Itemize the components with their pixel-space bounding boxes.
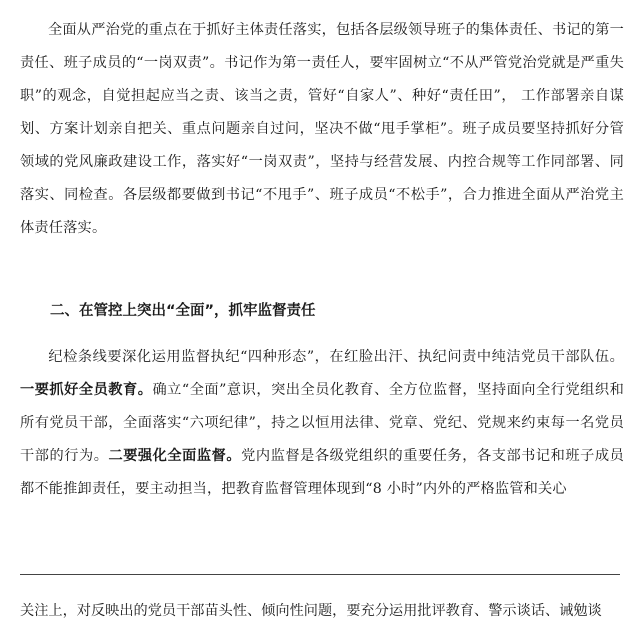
body-paragraph-3: 关注上，对反映出的党员干部苗头性、倾向性问题，要充分运用批评教育、警示谈话、诫勉谈 <box>20 603 602 619</box>
point-2-text: 党内监督是各级党组织的重要任务，各支部书记和班子成员都不能推卸责任，要主动担当，把教育监督管理体现到“8 小时”内外的严格监管和关心 <box>20 448 625 497</box>
paragraph-2-intro: 纪检条线要深化运用监督执纪“四种形态”，在红脸出汗、执纪问责中纯洁党员干部队伍。 <box>48 349 624 365</box>
body-paragraph-1 <box>20 14 624 245</box>
point-1-title: 一要抓好全员教育。 <box>20 382 153 398</box>
point-1-text: 确立“全面”意识，突出全员化教育、全方位监督，坚持面向全行党组织和所有党员干部，全面落实“六项纪律”，持之以恒用法律、党章、党纪、党规来约束每一名党员干部的行为。 <box>20 382 624 464</box>
section-heading-2: 二、在管控上突出“全面”，抓牢监督责任 <box>50 303 316 319</box>
point-2-title: 二要强化全面监督。 <box>108 448 242 464</box>
page-divider <box>20 574 620 575</box>
body-paragraph-2 <box>20 341 624 506</box>
paragraph-1-text: 全面从严治党的重点在于抓好主体责任落实，包括各层级领导班子的集体责任、书记的第一责任、班子成员的“一岗双责”。书记作为第一责任人，要牢固树立“不从严管党治党就是严重失职”的观念，自觉担起应当之责、该当之责，管好“自家人”、种好“责任田”， 工作部署亲自谋划、方案计划亲自把关、重点问题亲自过问，坚决不做“甩手掌柜”。班子成员要坚持抓好分管领域的党风廉政建设工作，落实好“一岗双责”，坚持与经营发展、内控合规等工作同部署、同落实、同检查。各层级都要做到书记“不甩手”、班子成员“不松手”，合力推进全面从严治党主体责任落实。 <box>20 22 624 236</box>
